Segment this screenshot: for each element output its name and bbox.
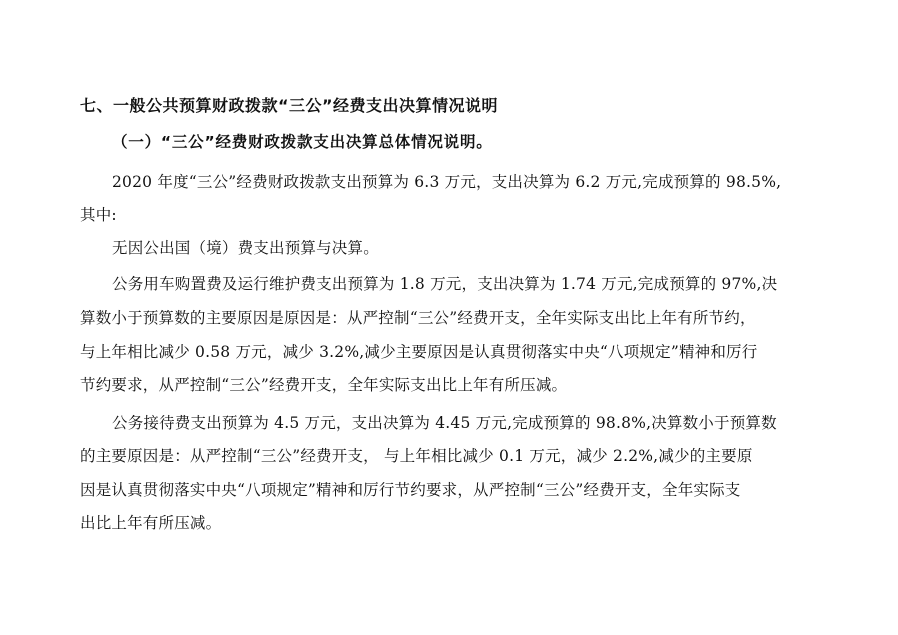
paragraph-line: 出比上年有所压减。 (80, 514, 222, 532)
paragraph-line: 算数小于预算数的主要原因是原因是：从严控制“三公”经费开支，全年实际支出比上年有所节约， (80, 309, 756, 327)
paragraph-line: 因是认真贯彻落实中央“八项规定”精神和厉行节约要求，从严控制“三公”经费开支，全年实际支 (80, 481, 741, 499)
paragraph-line: 的主要原因是：从严控制“三公”经费开支， 与上年相比减少 0.1 万元，减少 2.2%,减少的主要原 (80, 447, 753, 465)
paragraph-line: 节约要求，从严控制“三公”经费开支，全年实际支出比上年有所压减。 (80, 376, 568, 394)
section-heading: 七、一般公共预算财政拨款“三公”经费支出决算情况说明 (80, 96, 499, 115)
paragraph-line: 其中: (80, 206, 117, 224)
paragraph-line: 无因公出国（境）费支出预算与决算。 (112, 239, 379, 257)
subsection-heading: （一）“三公”经费财政拨款支出决算总体情况说明。 (112, 133, 493, 151)
paragraph-line: 公务用车购置费及运行维护费支出预算为 1.8 万元，支出决算为 1.74 万元,完成预算的 97%,决 (112, 275, 778, 293)
paragraph-line: 公务接待费支出预算为 4.5 万元，支出决算为 4.45 万元,完成预算的 98.8%,决算数小于预算数 (112, 414, 777, 432)
paragraph-line: 2020 年度“三公”经费财政拨款支出预算为 6.3 万元，支出决算为 6.2 万元,完成预算的 98.5%, (112, 173, 782, 191)
paragraph-line: 与上年相比减少 0.58 万元，减少 3.2%,减少主要原因是认真贯彻落实中央“八项规定”精神和厉行 (80, 343, 758, 361)
